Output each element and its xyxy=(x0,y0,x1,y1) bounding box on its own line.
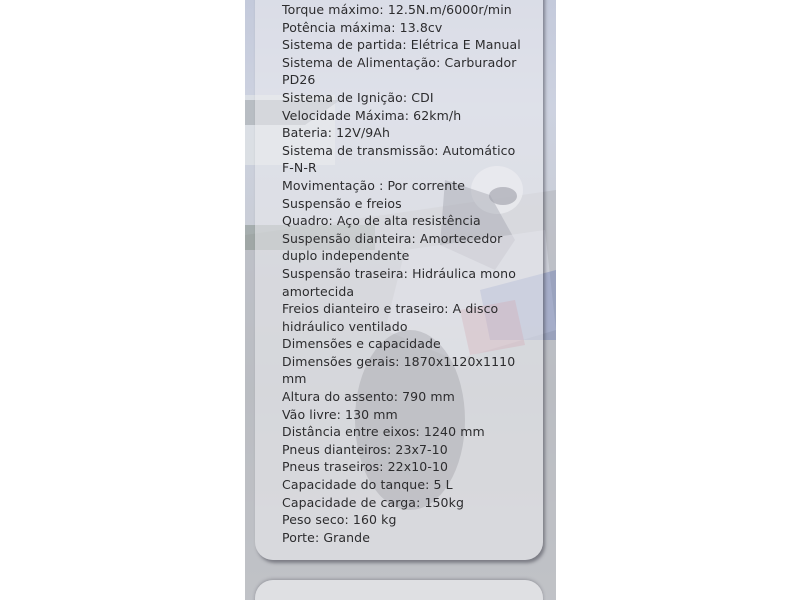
spec-item: Sistema de Ignição: CDI xyxy=(282,89,434,105)
spec-item: Altura do assento: 790 mm xyxy=(282,389,455,405)
spec-item: Vão livre: 130 mm xyxy=(282,406,398,422)
spec-item: Porte: Grande xyxy=(282,529,370,545)
spec-item: Sistema de transmissão: Automático F-N-R xyxy=(282,142,516,176)
spec-item: Distância entre eixos: 1240 mm xyxy=(282,424,485,440)
spec-item: Capacidade de carga: 150kg xyxy=(282,494,464,510)
spec-item: Pneus traseiros: 22x10-10 xyxy=(282,459,449,475)
spec-item: Pneus dianteiros: 23x7-10 xyxy=(282,441,448,457)
phone-screen xyxy=(245,0,556,600)
spec-item: Bateria: 12V/9Ah xyxy=(282,125,390,141)
spec-item: Quadro: Aço de alta resistência xyxy=(282,213,481,229)
specs-list xyxy=(282,1,527,546)
spec-item: Sistema de partida: Elétrica E Manual xyxy=(282,37,521,53)
spec-item: Suspensão dianteira: Amortecedor duplo independente xyxy=(282,230,503,264)
spec-item: Movimentação : Por corrente xyxy=(282,177,466,193)
spec-item: Freios dianteiro e traseiro: A disco hidráulico ventilado xyxy=(282,301,499,334)
spec-item: Sistema de Alimentação: Carburador PD26 xyxy=(282,54,517,88)
spec-item: Suspensão traseira: Hidráulica mono amortecida xyxy=(282,265,516,299)
spec-section-heading: Suspensão e freios xyxy=(282,195,402,211)
spec-item: Torque máximo: 12.5N.m/6000r/min xyxy=(282,2,512,17)
spec-section-heading: Dimensões e capacidade xyxy=(282,336,441,352)
spec-item: Velocidade Máxima: 62km/h xyxy=(282,107,462,123)
spec-item: Dimensões gerais: 1870x1120x1110 mm xyxy=(282,353,516,387)
spec-item: Potência máxima: 13.8cv xyxy=(282,19,443,35)
next-card xyxy=(255,580,543,600)
spec-item: Capacidade do tanque: 5 L xyxy=(282,477,453,493)
spec-item: Peso seco: 160 kg xyxy=(282,512,397,528)
